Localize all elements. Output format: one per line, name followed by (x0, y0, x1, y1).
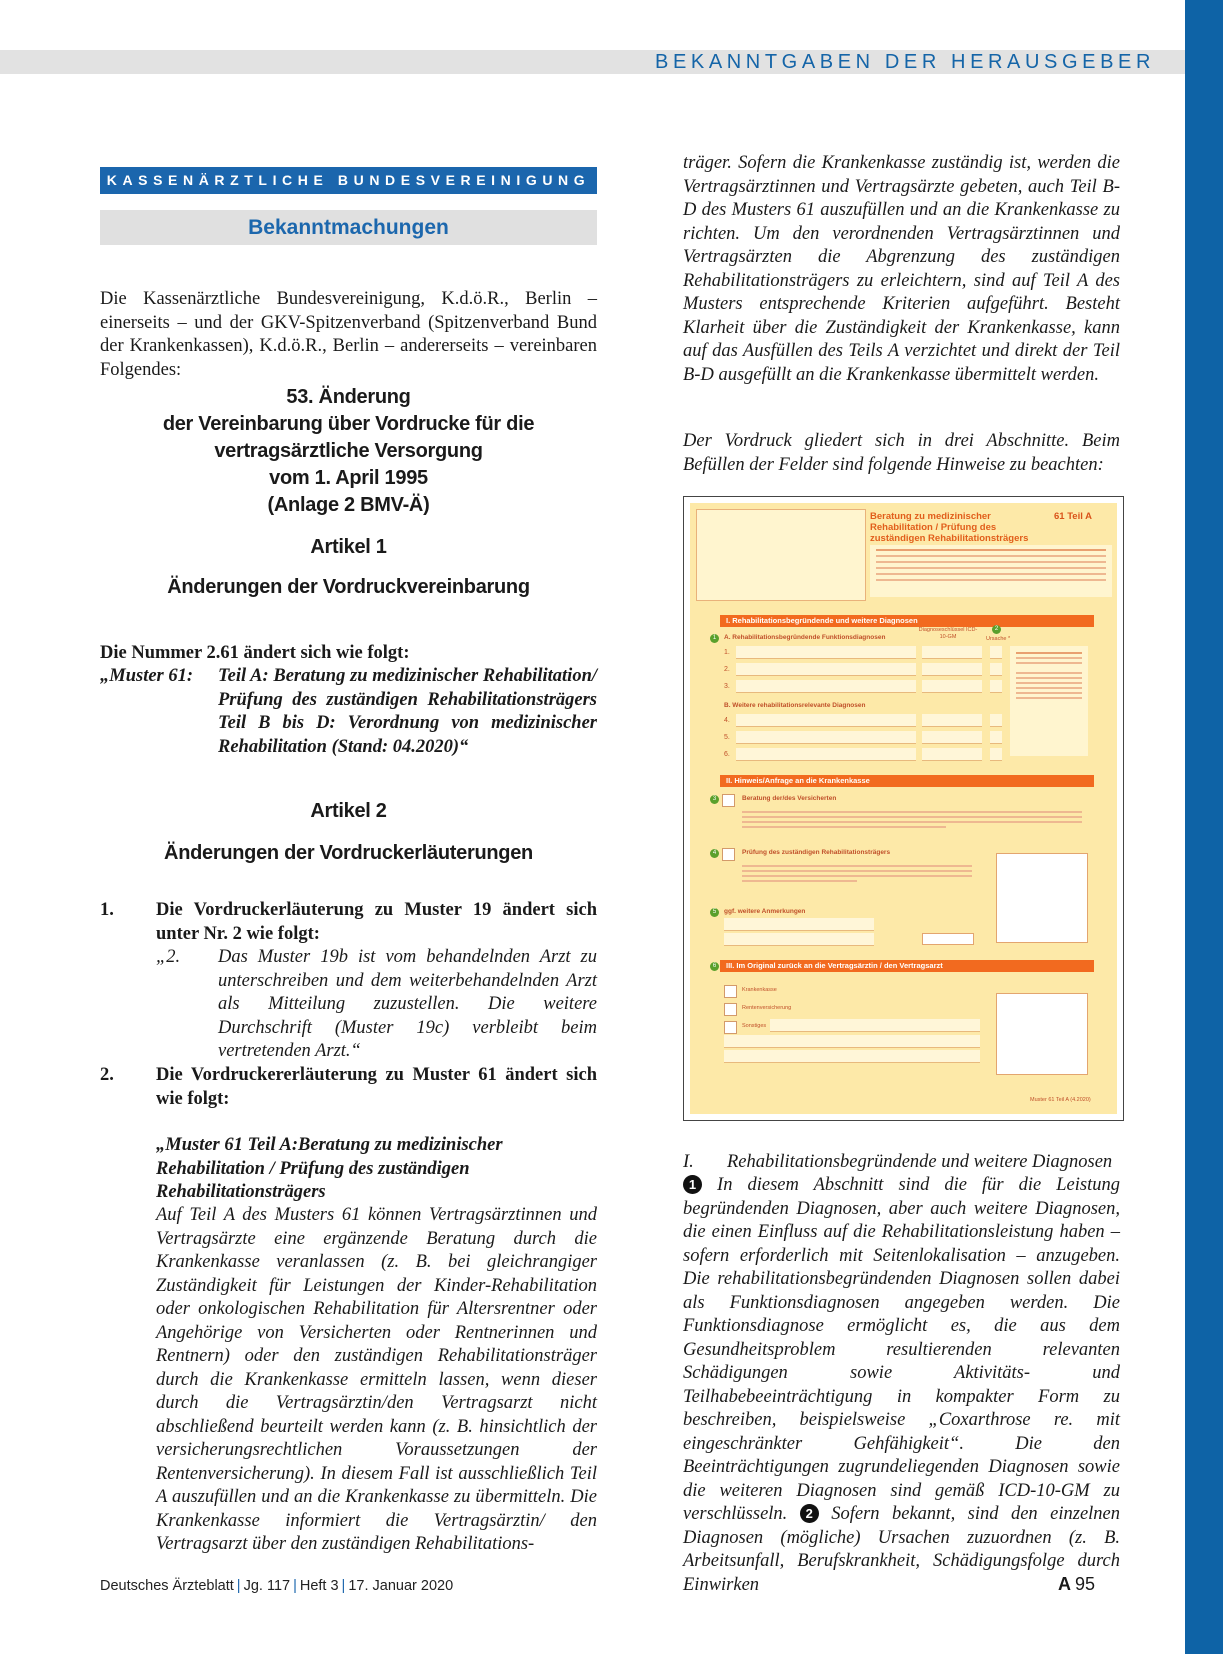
form-option-2: Rentenversicherung (742, 1005, 792, 1011)
form-signature-box (996, 993, 1088, 1075)
footer-volume: Jg. 117 (243, 1578, 291, 1594)
form-other-field (724, 1035, 980, 1048)
form-diag-field (736, 646, 916, 659)
item1-number: 1. (100, 900, 114, 920)
form-row-num: 2. (724, 666, 730, 673)
form-sub-a: A. Rehabilitationsbegründende Funktionsdiagnosen (724, 634, 886, 641)
form-icd-field (922, 731, 982, 744)
footer-issue: Heft 3 (299, 1578, 339, 1594)
form-checkbox-beratung (722, 794, 735, 807)
footer-journal: Deutsches Ärzteblatt (100, 1578, 234, 1594)
form-icd-field (922, 748, 982, 761)
form-anmerkungen: ggf. weitere Anmerkungen (724, 908, 806, 915)
item2-quote-body: Auf Teil A des Musters 61 können Vertragsärztinnen und Vertragsärzte eine ergänzende Beratung durch die Krankenkasse veranlassen (z. B. bei gleichrangiger Zuständigkeit für Leistungen der Kinder-Rehabilitation oder onkologischen Rehabilitation für Altersrentner oder Angehörige von Versicherten oder Rentnerinnen und Rentnern) oder den zuständigen Rehabilitationsträger durch die Krankenkasse ermitteln lassen, wenn dieser durch die Vertragsärztin/den Vertragsarzt nicht abschließend beurteilt werden kann (z. B. hinsichtlich der versicherungsrechtlichen Voraussetzungen der Rentenversicherung). In diesem Fall ist ausschließlich Teil A auszufüllen und an die Krankenkasse zu übermitteln. Die Krankenkasse informiert die Vertragsärztin/ den Vertragsarzt über den zuständigen Rehabilitations- (156, 1205, 597, 1554)
form-option-3: Sonstiges (742, 1023, 767, 1029)
form-row-num: 5. (724, 734, 730, 741)
section-heading-number: I. (683, 1152, 694, 1172)
form-marker-6: 6 (710, 962, 719, 971)
form-marker-1: 1 (710, 634, 719, 643)
bullet-1-icon: 1 (683, 1175, 702, 1194)
muster-label: „Muster 61: (100, 666, 194, 686)
form-pruefung: Prüfung des zuständigen Rehabilitationsträgers (742, 849, 891, 856)
artikel2-heading: Änderungen der Vordruckerläuterungen (164, 842, 533, 864)
form-pruefung-text (742, 862, 972, 896)
form-row-num: 1. (724, 649, 730, 656)
section-heading-text: Rehabilitationsbegründende und weitere Diagnosen (727, 1152, 1113, 1172)
form-section-2-header: II. Hinweis/Anfrage an die Krankenkasse (720, 775, 1094, 787)
artikel1-heading: Änderungen der Vordruckvereinbarung (167, 576, 530, 598)
form-cause-field (990, 680, 1002, 693)
paragraph-3b: Sofern bekannt, sind den einzelnen Diagnosen (mögliche) Ursachen zuzuordnen (z. B. Arbeitsunfall, Berufskrankheit, Schädigungsfolge durch Einwirken (683, 1504, 1121, 1595)
right-paragraph-3 (683, 1174, 1120, 1597)
section-title: Bekanntmachungen (100, 210, 597, 245)
title-line: (Anlage 2 BMV-Ä) (267, 494, 430, 516)
footer-date: 17. Januar 2020 (348, 1578, 454, 1594)
page-number (1058, 1574, 1095, 1595)
title-line: der Vereinbarung über Vordrucke für die (162, 413, 535, 435)
form-muster-61-image (683, 496, 1124, 1121)
form-diag-field (736, 748, 916, 761)
form-background (690, 503, 1117, 1114)
paragraph-3a: In diesem Abschnitt sind die für die Leistung begründenden Diagnosen, aber auch weitere Diagnosen, die einen Einfluss auf die Rehabilitationsleistung haben – sofern erforderlich mit Seitenlokalisation – anzugeben. Die rehabilitationsbegründenden Diagnosen sollen dabei als Funktionsdiagnosen angegeben werden. Die Funktionsdiagnose ermöglicht es, die aus dem Gesundheitsproblem resultierenden relevanten Schädigungen sowie Aktivitäts- und Teilhabebeeinträchtigung in kompakter Form zu beschreiben, beispielsweise „Coxarthrose re. mit eingeschränkter Gehfähigkeit“. Die den Beeinträchtigungen zugrundeliegenden Diagnosen sowie die weiteren Diagnosen sind gemäß ICD-10-GM zu verschlüsseln. (683, 1175, 1120, 1524)
nummer-line: Die Nummer 2.61 ändert sich wie folgt: (100, 643, 410, 663)
right-paragraph-2: Der Vordruck gliedert sich in drei Abschnitte. Beim Befüllen der Felder sind folgende Hinweise zu beachten: (683, 431, 1120, 475)
form-beratung-text (742, 808, 1082, 840)
form-icd-head: Diagnoseschlüssel ICD-10-GM (918, 627, 978, 640)
form-cause-legend (1010, 646, 1088, 756)
form-cause-field (990, 748, 1002, 761)
form-footer-code: Muster 61 Teil A (4.2020) (1030, 1097, 1091, 1103)
sidebar-stripe (1185, 0, 1223, 1654)
title-line: 53. Änderung (286, 386, 411, 408)
form-date-field (922, 933, 974, 945)
right-section-heading (683, 1151, 1120, 1175)
right-paragraph-1: träger. Sofern die Krankenkasse zuständig ist, werden die Vertragsärztinnen und Vertragsärzte gebeten, auch Teil B-D des Musters 61 auszufüllen und an die Krankenkasse zu richten. Um den verordnenden Vertragsärztinnen und Vertragsärzten die Abgrenzung des zuständigen Rehabilitationsträgers zu erleichtern, sind auf Teil A des Musters entsprechende Kriterien aufgeführt. Besteht Klarheit über die Zuständigkeit der Krankenkasse, kann auf das Ausfüllen des Teils A verzichtet und direkt der Teil B-D ausgefüllt an die Krankenkasse übermittelt werden. (683, 153, 1120, 385)
form-code: 61 Teil A (1054, 511, 1093, 522)
organization-bar: KASSENÄRZTLICHE BUNDESVEREINIGUNG (100, 167, 597, 194)
form-stamp-box (996, 853, 1088, 943)
page-prefix: A (1057, 1574, 1071, 1594)
form-beratung: Beratung der/des Versicherten (742, 795, 837, 802)
footer: Deutsches Ärzteblatt | Jg. 117 | Heft 3 | 17. Januar 2020 (100, 1578, 454, 1594)
form-ursache-head: Ursache * (986, 636, 1011, 642)
form-icd-field (922, 680, 982, 693)
form-other-field (770, 1019, 980, 1032)
artikel2-label: Artikel 2 (310, 800, 387, 822)
form-cause-field (990, 663, 1002, 676)
form-diag-field (736, 714, 916, 727)
form-icd-field (922, 646, 982, 659)
item2-text: Die Vordruckererläuterung zu Muster 61 ändert sich wie folgt: (156, 1065, 597, 1109)
form-option-1: Krankenkasse (742, 987, 777, 993)
form-sub-b: B. Weitere rehabilitationsrelevante Diagnosen (724, 702, 866, 709)
form-info-text (870, 545, 1112, 597)
form-row-num: 4. (724, 717, 730, 724)
item1-sub-text: Das Muster 19b ist vom behandelnden Arzt zu unterschreiben und dem weiterbehandelnden Arzt als Mitteilung zuzustellen. Die weitere Durchschrift (Muster 19c) verbleibt beim vertretenden Arzt.“ (218, 947, 597, 1061)
title-line: vom 1. April 1995 (269, 467, 428, 489)
form-cause-field (990, 646, 1002, 659)
item2-number: 2. (100, 1065, 114, 1085)
page-num: 95 (1074, 1574, 1095, 1594)
form-marker-5: 5 (710, 908, 719, 917)
form-title: Beratung zu medizinischer Rehabilitation / Prüfung des zuständigen Rehabilitationsträgers (870, 511, 1029, 544)
form-marker-2: 2 (992, 625, 1001, 634)
document-title (100, 384, 597, 519)
item1-text: Die Vordruckerläuterung zu Muster 19 ändert sich unter Nr. 2 wie folgt: (156, 900, 597, 944)
title-line: vertragsärztliche Versorgung (214, 440, 483, 462)
form-other-field (724, 1050, 980, 1063)
form-icd-field (922, 663, 982, 676)
form-cause-field (990, 714, 1002, 727)
form-marker-3: 3 (710, 795, 719, 804)
form-checkbox-sonst (724, 1021, 737, 1034)
form-diag-field (736, 731, 916, 744)
form-checkbox-kk (724, 985, 737, 998)
form-row-num: 3. (724, 683, 730, 690)
form-row-num: 6. (724, 751, 730, 758)
form-checkbox-rv (724, 1003, 737, 1016)
intro-paragraph: Die Kassenärztliche Bundesvereinigung, K.d.ö.R., Berlin – einerseits – und der GKV-Spitzenverband (Spitzenverband Bund der Krankenkassen), K.d.ö.R., Berlin – andererseits – vereinbaren Folgendes: (100, 289, 597, 380)
form-cause-field (990, 731, 1002, 744)
form-notes-field (724, 918, 874, 931)
form-section-1-header: I. Rehabilitationsbegründende und weitere Diagnosen (720, 615, 1094, 627)
artikel1-label: Artikel 1 (310, 536, 387, 558)
form-patient-box (696, 509, 866, 601)
form-diag-field (736, 680, 916, 693)
form-icd-field (922, 714, 982, 727)
bullet-2-icon: 2 (800, 1504, 819, 1523)
form-checkbox-pruefung (722, 848, 735, 861)
item1-sub-number: „2. (156, 947, 181, 967)
form-notes-field (724, 933, 874, 946)
form-marker-4: 4 (710, 849, 719, 858)
item2-quote-title: „Muster 61 Teil A:Beratung zu medizinischer Rehabilitation / Prüfung des zuständigen Rehabilitationsträgers (156, 1135, 503, 1202)
form-section-3-header: III. Im Original zurück an die Vertragsärztin / den Vertragsarzt (720, 960, 1094, 972)
muster-text: Teil A: Beratung zu medizinischer Rehabilitation/ Prüfung des zuständigen Rehabilitationsträgers Teil B bis D: Verordnung von medizinischer Rehabilitation (Stand: 04.2020)“ (218, 666, 597, 757)
section-label: BEKANNTGABEN DER HERAUSGEBER (655, 51, 1155, 73)
form-diag-field (736, 663, 916, 676)
